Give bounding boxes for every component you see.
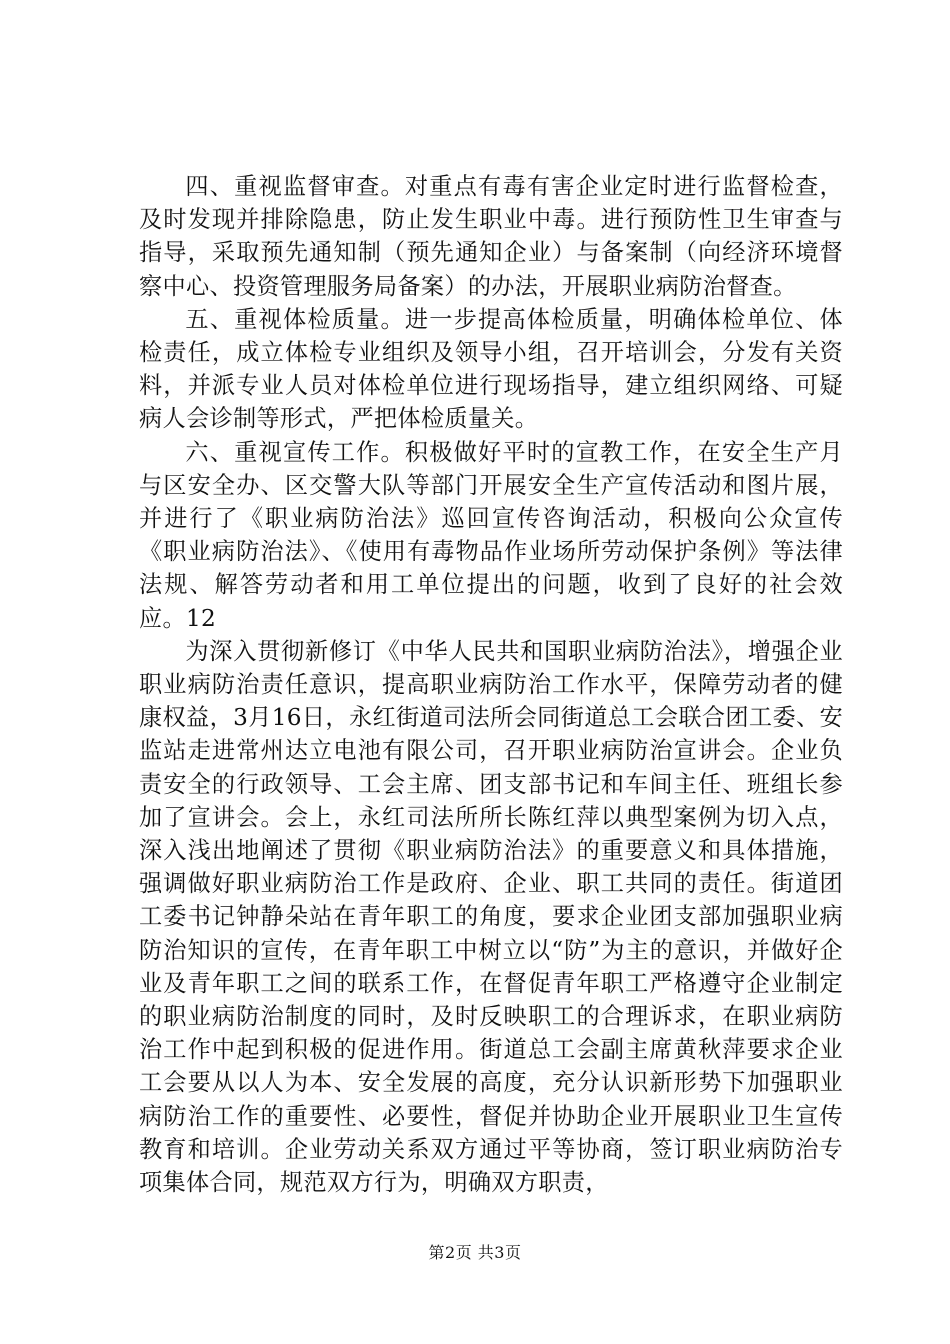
paragraph-publicity: 六、重视宣传工作。积极做好平时的宣教工作，在安全生产月与区安全办、区交警大队等部门开展安全生产宣传活动和图片展，并进行了《职业病防治法》巡回宣传咨询活动，积极向公众宣传《职业病防治法》、《使用有毒物品作业场所劳动保护条例》等法律法规、解答劳动者和用工单位提出的问题，收到了良好的社会效应。12 (139, 438, 843, 632)
paragraph-lecture-event: 为深入贯彻新修订《中华人民共和国职业病防治法》，增强企业职业病防治责任意识，提高职业病防治工作水平，保障劳动者的健康权益，3月16日，永红街道司法所会同街道总工会联合团工委、安监站走进常州达立电池有限公司，召开职业病防治宣讲会。企业负责安全的行政领导、工会主席、团支部书记和车间主任、班组长参加了宣讲会。会上，永红司法所所长陈红萍以典型案例为切入点，深入浅出地阐述了贯彻《职业病防治法》的重要意义和具体措施，强调做好职业病防治工作是政府、企业、职工共同的责任。街道团工委书记钟静朵站在青年职工的角度，要求企业团支部加强职业病防治知识的宣传，在青年职工中树立以“防”为主的意识，并做好企业及青年职工之间的联系工作，在督促青年职工严格遵守企业制定的职业病防治制度的同时，及时反映职工的合理诉求，在职业病防治工作中起到积极的促进作用。街道总工会副主席黄秋萍要求企业工会要从以人为本、安全发展的高度，充分认识新形势下加强职业病防治工作的重要性、必要性，督促并协助企业开展职业卫生宣传教育和培训。企业劳动关系双方通过平等协商，签订职业病防治专项集体合同，规范双方行为，明确双方职责， (139, 637, 843, 1197)
paragraph-supervision: 四、重视监督审查。对重点有毒有害企业定时进行监督检查，及时发现并排除隐患，防止发生职业中毒。进行预防性卫生审查与指导，采取预先通知制（预先通知企业）与备案制（向经济环境督察中心、投资管理服务局备案）的办法，开展职业病防治督查。 (139, 173, 843, 300)
page-number-footer: 第2页 共3页 (428, 1243, 522, 1262)
paragraph-health-check: 五、重视体检质量。进一步提高体检质量，明确体检单位、体检责任，成立体检专业组织及领导小组，召开培训会，分发有关资料，并派专业人员对体检单位进行现场指导，建立组织网络、可疑病人会诊制等形式，严把体检质量关。 (139, 305, 843, 433)
document-body (139, 170, 843, 1199)
